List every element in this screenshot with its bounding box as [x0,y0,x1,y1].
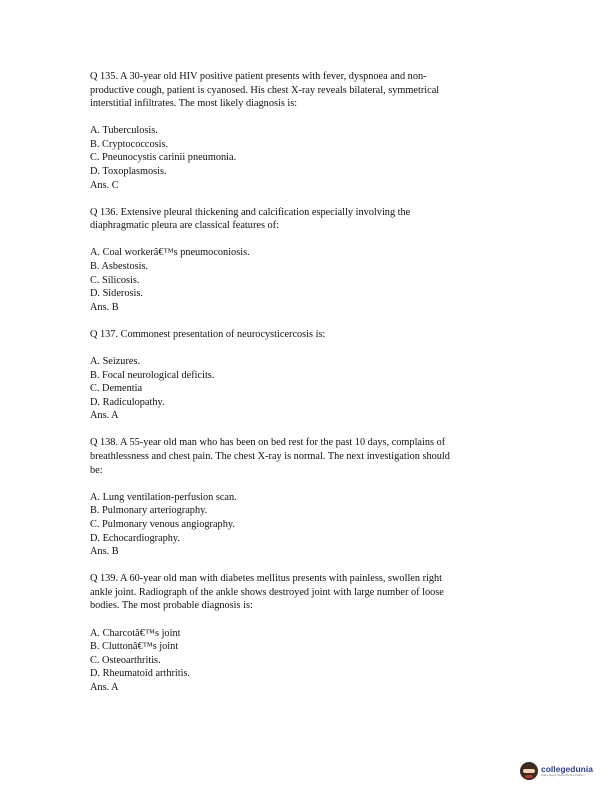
option: B. Cryptococcosis. [90,138,169,150]
question-text: Q 137. Commonest presentation of neurocysticercosis is: [90,328,326,340]
options-list [90,355,522,423]
option: A. Charcotâ€™s joint [90,627,181,639]
option: C. Pulmonary venous angiography. [90,518,235,530]
logo-name: collegedunia [541,763,593,774]
option: B. Asbestosis. [90,261,149,273]
option: D. Echocardiography. [90,532,180,544]
question-text: Q 139. A 60-year old man with diabetes mellitus presents with painless, swollen right ankle joint. Radiograph of the ankle shows destroyed joint with large number of loose bodies. The most probable diagnosis is: [90,573,444,612]
question-block [90,206,522,315]
option: D. Radiculopathy. [90,396,165,408]
question-block [90,328,522,423]
options-list [90,627,522,695]
option: D. Siderosis. [90,288,143,300]
options-list [90,124,522,192]
option: B. Pulmonary arteriography. [90,505,208,517]
question-block [90,70,522,192]
logo-text [541,765,593,778]
question-block [90,436,522,558]
option: B. Focal neurological deficits. [90,369,215,381]
answer: Ans. C [90,179,119,191]
options-list [90,246,522,314]
document-body [90,70,522,708]
answer: Ans. B [90,301,119,313]
option: D. Rheumatoid arthritis. [90,668,191,680]
logo-tagline: India's largest Student Review Platform [541,773,585,777]
option: A. Tuberculosis. [90,125,158,137]
collegedunia-logo [520,758,600,784]
question-text: Q 135. A 30-year old HIV positive patient presents with fever, dyspnoea and non- productive cough, patient is cyanosed. His chest X-ray reveals bilateral, symmetrical interstitial infiltrates. The most likely diagnosis is: [90,71,440,110]
answer: Ans. B [90,546,119,558]
mascot-icon [520,762,538,780]
answer: Ans. A [90,410,119,422]
question-block [90,572,522,694]
option: A. Coal workerâ€™s pneumoconiosis. [90,247,250,259]
option: A. Seizures. [90,356,141,367]
options-list [90,491,522,559]
option: C. Silicosis. [90,274,140,286]
answer: Ans. A [90,681,119,693]
question-text: Q 138. A 55-year old man who has been on bed rest for the past 10 days, complains of breathlessness and chest pain. The chest X-ray is normal. The next investigation should be: [90,437,450,476]
option: C. Pneunocystis carinii pneumonia. [90,152,237,164]
option: D. Toxoplasmosis. [90,166,167,178]
option: B. Cluttonâ€™s joint [90,641,179,653]
option: C. Dementia [90,383,143,395]
option: A. Lung ventilation-perfusion scan. [90,491,237,503]
question-text: Q 136. Extensive pleural thickening and calcification especially involving the diaphragmatic pleura are classical features of: [90,206,411,232]
option: C. Osteoarthritis. [90,654,161,666]
